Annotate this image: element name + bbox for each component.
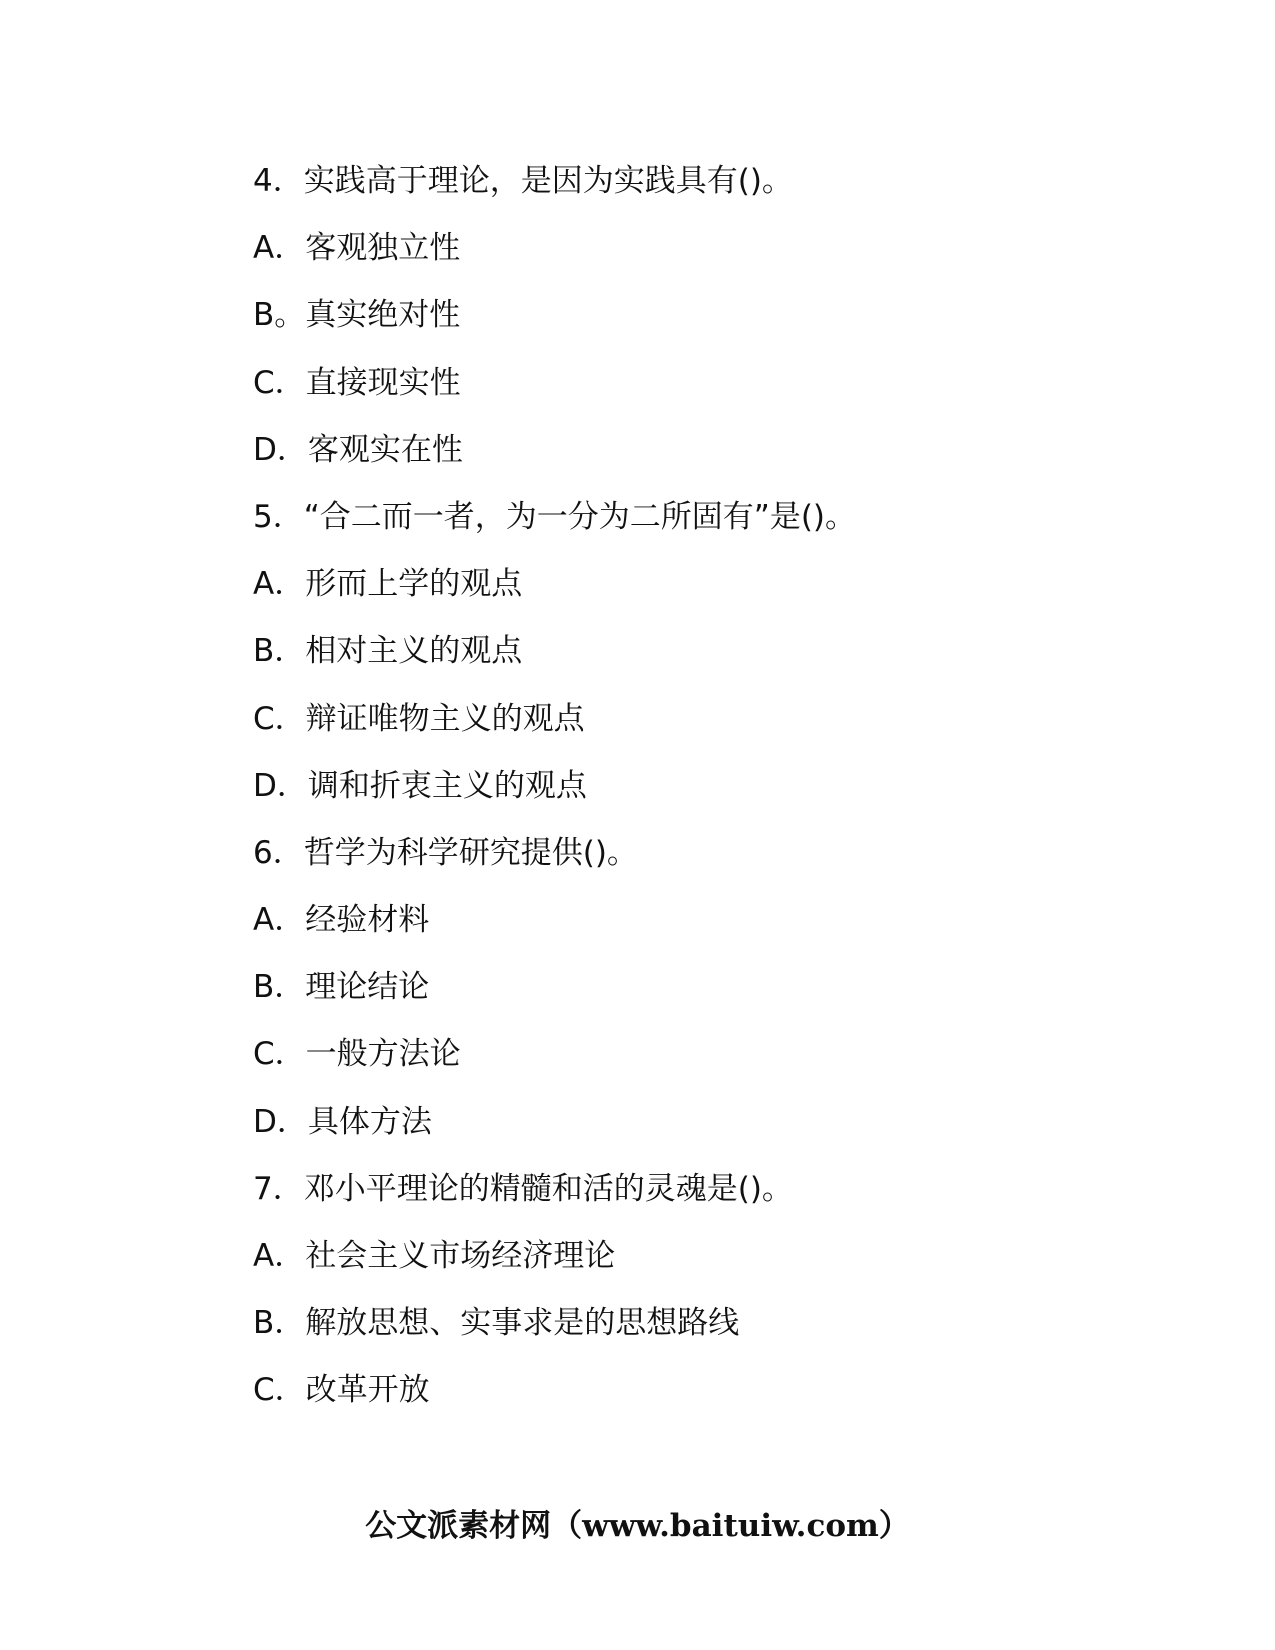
question-4-stem: 4．实践高于理论，是因为实践具有()。 bbox=[253, 163, 793, 199]
question-6-stem: 6．哲学为科学研究提供()。 bbox=[253, 834, 638, 871]
question-4-option-d: D．客观实在性 bbox=[253, 431, 463, 468]
question-6-option-d: D．具体方法 bbox=[253, 1103, 432, 1140]
question-5-option-b: B．相对主义的观点 bbox=[253, 633, 523, 670]
question-5-stem: 5．“合二而一者，为一分为二所固有”是()。 bbox=[253, 498, 857, 535]
question-7-stem: 7．邓小平理论的精髓和活的灵魂是()。 bbox=[253, 1170, 793, 1207]
question-6-option-b: B．理论结论 bbox=[253, 969, 430, 1006]
question-5-option-d: D．调和折衷主义的观点 bbox=[253, 767, 587, 804]
question-6-option-c: C．一般方法论 bbox=[253, 1036, 461, 1073]
question-7-option-c: C．改革开放 bbox=[253, 1372, 430, 1409]
question-5-option-a: A．形而上学的观点 bbox=[253, 566, 523, 603]
question-6-option-a: A．经验材料 bbox=[253, 902, 430, 939]
question-4-option-c: C．直接现实性 bbox=[253, 364, 461, 401]
question-4-option-b: B。真实绝对性 bbox=[253, 297, 461, 334]
question-list bbox=[253, 158, 1153, 1435]
question-7-option-a: A．社会主义市场经济理论 bbox=[253, 1238, 616, 1274]
question-7-option-b: B．解放思想、实事求是的思想路线 bbox=[253, 1305, 740, 1342]
question-4-option-a: A．客观独立性 bbox=[253, 230, 461, 267]
site-footer: 公文派素材网（www.baituiw.com） bbox=[365, 1508, 910, 1544]
question-5-option-c: C．辩证唯物主义的观点 bbox=[253, 700, 585, 737]
